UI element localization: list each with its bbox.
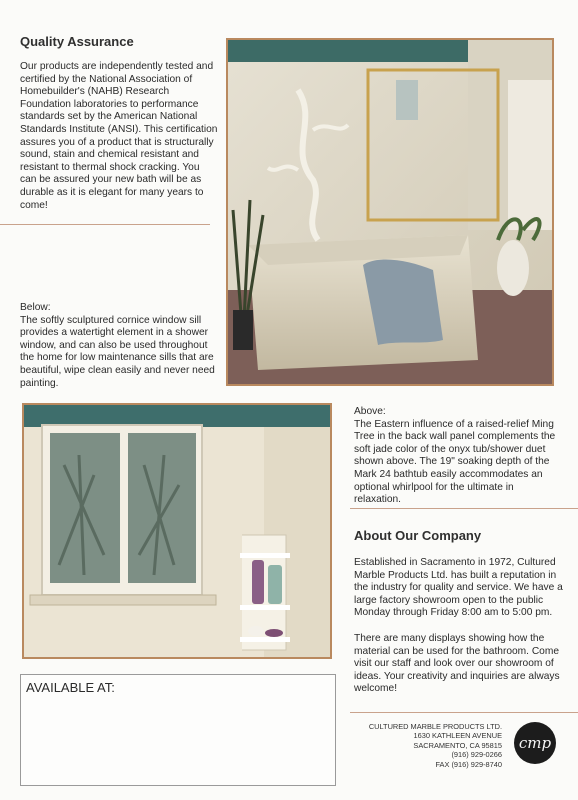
contact-fax: FAX (916) 929-8740: [435, 759, 502, 769]
contact-city: SACRAMENTO, CA 95815: [413, 740, 502, 750]
quality-section: [20, 34, 218, 212]
above-caption: [354, 406, 562, 507]
bathtub-photo: [226, 38, 554, 386]
window-photo: [22, 403, 332, 659]
quality-divider: [0, 224, 210, 225]
available-at-box: [20, 674, 336, 786]
quality-heading: Quality Assurance: [20, 34, 134, 49]
below-caption-label: Below:: [20, 302, 51, 313]
above-caption-body: The Eastern influence of a raised-relief Ming Tree in the back wall panel complements the soft jade color of the onyx tub/shower duet shown above. The 19" soaking depth of the Mark 24 bathtub easily accommodates an optional whirlpool for the ultimate in relaxation.: [354, 418, 556, 506]
quality-body: Our products are independently tested and certified by the National Association of Homebuilder's (NAHB) Research Foundation laboratories to performance standards set by the American National Standards Institute (ANSI). This certification assures you of a product that is structurally sound, stain and chemical resistant and resistant to thermal shock cracking. You can be assured your new bath will be as durable as it is elegant for many years to come!: [20, 61, 218, 211]
about-section: [354, 528, 566, 696]
above-caption-label: Above:: [354, 406, 386, 417]
cmp-logo-text: cmp: [518, 734, 552, 752]
about-para-1: Established in Sacramento in 1972, Cultured Marble Products Ltd. has built a reputation in the industry for quality and service. We have a large factory showroom open to the public Monday through Friday 8:00 am to 5:00 pm.: [354, 557, 563, 619]
available-at-label: AVAILABLE AT:: [26, 680, 115, 695]
cmp-logo: [514, 722, 556, 764]
about-heading: About Our Company: [354, 528, 482, 543]
contact-company: CULTURED MARBLE PRODUCTS LTD.: [368, 722, 502, 731]
about-divider: [350, 712, 578, 713]
below-caption-body: The softly sculptured cornice window sill provides a watertight element in a shower window, and can also be used throughout the home for low maintenance sills that are beautiful, wipe clean easily and never need painting.: [20, 314, 215, 389]
contact-street: 1630 KATHLEEN AVENUE: [413, 731, 502, 741]
above-caption-divider: [350, 508, 578, 509]
below-caption: [20, 302, 220, 390]
contact-block: [356, 722, 502, 769]
contact-phone: (916) 929-0266: [451, 750, 502, 760]
about-para-2: There are many displays showing how the material can be used for the bathroom. Come visit our staff and look over our showroom of ideas. Your creativity and inquiries are always welcome!: [354, 632, 560, 695]
